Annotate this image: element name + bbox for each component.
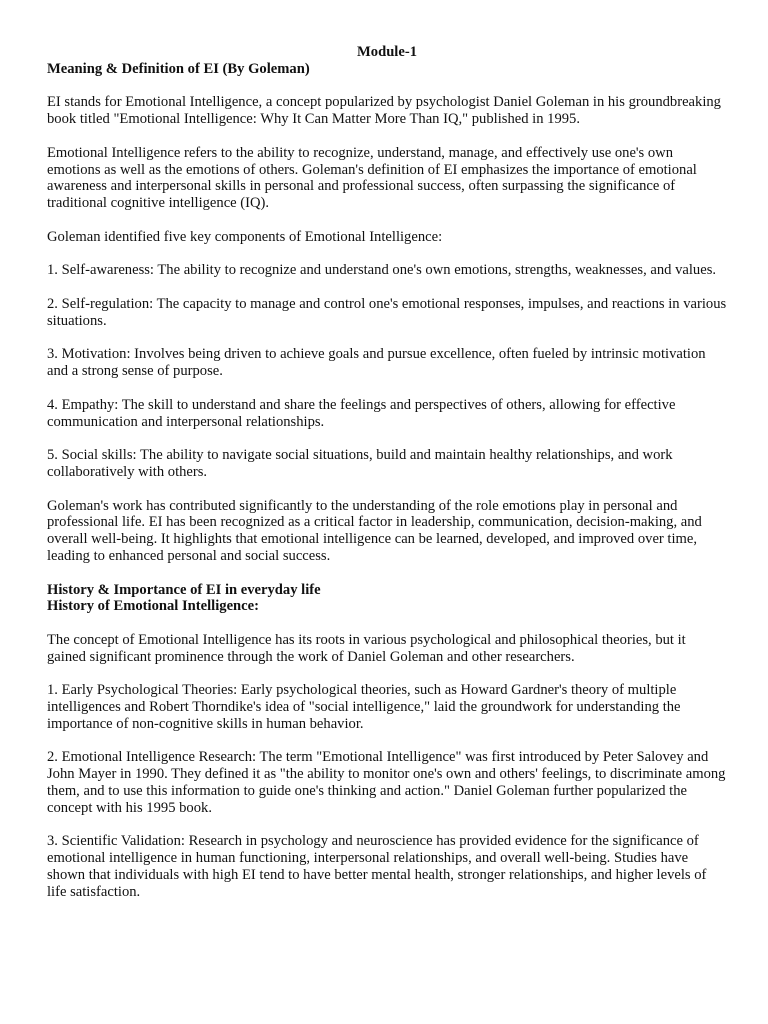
list-item-scientific-validation: 3. Scientific Validation: Research in psychology and neuroscience has provided evidence for the significance of emotional intelligence in human functioning, interpersonal relationships, and overall well-being. Studies have shown that individuals with high EI tend to have better mental health, stronger relationships, and higher levels of life satisfaction. [47,833,707,900]
module-title: Module-1 [357,44,417,60]
section2-heading-block [47,582,727,616]
paragraph-ei-intro: EI stands for Emotional Intelligence, a concept popularized by psychologist Daniel Goleman in his groundbreaking book titled "Emotional Intelligence: Why It Can Matter More Than IQ," published in 1995. [47,94,721,128]
list-item-motivation: 3. Motivation: Involves being driven to achieve goals and pursue excellence, often fueled by intrinsic motivation and a strong sense of purpose. [47,346,706,380]
list-item-ei-research: 2. Emotional Intelligence Research: The term "Emotional Intelligence" was first introduced by Peter Salovey and John Mayer in 1990. They defined it as "the ability to monitor one's own and others' feelings, to discriminate among them, and to use this information to guide one's thinking and action." Daniel Goleman further popularized the concept with his 1995 book. [47,749,726,816]
list-item-early-theories: 1. Early Psychological Theories: Early psychological theories, such as Howard Gardner's theory of multiple intelligences and Robert Thorndike's idea of "social intelligence," laid the groundwork for understanding the importance of non-cognitive skills in human behavior. [47,682,681,732]
list-item-social-skills: 5. Social skills: The ability to navigate social situations, build and maintain healthy relationships, and work collaboratively with others. [47,447,673,480]
section1-heading: Meaning & Definition of EI (By Goleman) [47,60,310,77]
paragraph-components-intro: Goleman identified five key components of Emotional Intelligence: [47,228,443,245]
section2-heading: History & Importance of EI in everyday life [47,581,321,598]
paragraph-history-intro: The concept of Emotional Intelligence has its roots in various psychological and philosophical theories, but it gained significant prominence through the work of Daniel Goleman and other researchers. [47,631,686,665]
section1-heading-block [47,61,727,78]
list-item-empathy: 4. Empathy: The skill to understand and share the feelings and perspectives of others, allowing for effective communication and interpersonal relationships. [47,396,676,430]
paragraph-goleman-contribution: Goleman's work has contributed significantly to the understanding of the role emotions play in personal and professional life. EI has been recognized as a critical factor in leadership, communication, decision-making, and overall well-being. It highlights that emotional intelligence can be learned, developed, and improved over time, leading to enhanced personal and social success. [47,497,702,564]
paragraph-ei-definition: Emotional Intelligence refers to the ability to recognize, understand, manage, and effectively use one's own emotions as well as the emotions of others. Goleman's definition of EI emphasizes the importance of emotional awareness and interpersonal skills in personal and professional success, often surpassing the significance of traditional cognitive intelligence (IQ). [47,144,697,212]
section2-subheading: History of Emotional Intelligence: [47,598,259,615]
document-page [47,44,727,917]
list-item-self-awareness: 1. Self-awareness: The ability to recognize and understand one's own emotions, strengths, weaknesses, and values. [47,262,717,279]
list-item-self-regulation: 2. Self-regulation: The capacity to manage and control one's emotional responses, impulses, and reactions in various situations. [47,295,727,329]
